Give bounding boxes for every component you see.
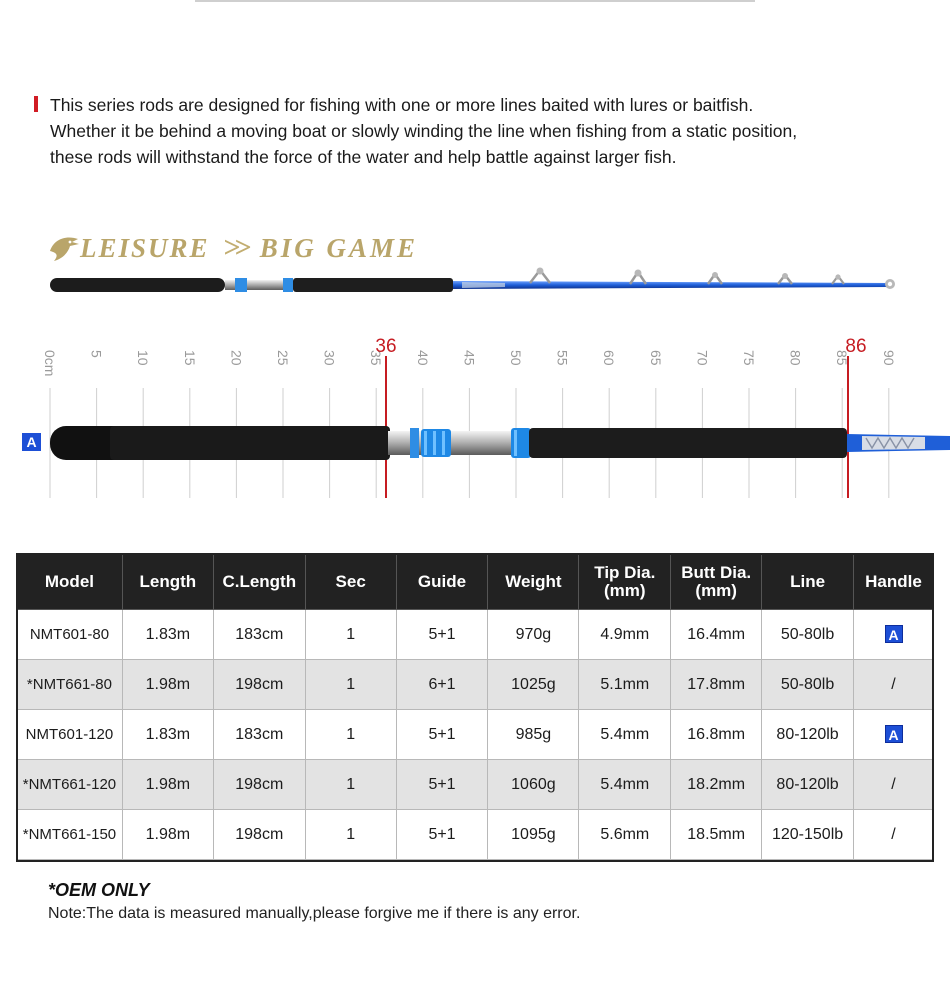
ruler-tick-label: 10	[135, 350, 152, 366]
header-tip-dia-line1: Tip Dia.	[594, 562, 656, 582]
cell-line: 50-80lb	[762, 660, 854, 710]
table-row	[17, 810, 934, 860]
cell-guide: 5+1	[396, 710, 488, 760]
cell-tip: 5.4mm	[579, 760, 671, 810]
cell-guide: 6+1	[396, 660, 488, 710]
cell-butt: 16.4mm	[671, 610, 762, 660]
cell-line: 80-120lb	[762, 710, 854, 760]
header-butt-dia	[671, 554, 762, 610]
eagle-logo-icon	[48, 231, 82, 265]
header-butt-dia-line2: (mm)	[695, 580, 737, 600]
ruler-tick-label: 30	[321, 350, 338, 366]
cell-guide: 5+1	[396, 610, 488, 660]
ruler-tick-label: 15	[181, 350, 198, 366]
cell-line: 120-150lb	[762, 810, 854, 860]
header-sec: Sec	[305, 554, 396, 610]
header-tip-dia	[579, 554, 671, 610]
spec-table	[16, 553, 934, 860]
header-c-length: C.Length	[213, 554, 305, 610]
ruler-tick-label: 65	[647, 350, 664, 366]
intro-line-3: these rods will withstand the force of the water and help battle against larger fish.	[50, 147, 677, 167]
length-ruler	[0, 330, 950, 510]
cell-clength: 198cm	[213, 760, 305, 810]
cell-model: *NMT661-120	[17, 760, 123, 810]
cell-tip: 5.1mm	[579, 660, 671, 710]
cell-tip: 5.4mm	[579, 710, 671, 760]
brand-leisure: LEISURE	[80, 232, 210, 263]
cell-length: 1.83m	[122, 610, 213, 660]
ruler-tick-label: 85	[834, 350, 851, 366]
cell-sec: 1	[305, 710, 396, 760]
cell-weight: 1060g	[488, 760, 579, 810]
intro-line-1: This series rods are designed for fishing with one or more lines baited with lures or baitfish.	[50, 95, 754, 115]
ruler-tick-label: 35	[368, 350, 385, 366]
table-row	[17, 710, 934, 760]
header-tip-dia-line2: (mm)	[604, 580, 646, 600]
header-weight: Weight	[488, 554, 579, 610]
ruler-tick-label: 90	[880, 350, 897, 366]
cell-weight: 1025g	[488, 660, 579, 710]
cell-weight: 970g	[488, 610, 579, 660]
ruler-tick-label: 25	[275, 350, 291, 366]
cell-clength: 183cm	[213, 710, 305, 760]
ruler-tick-label: 50	[508, 350, 524, 366]
intro-line-2: Whether it be behind a moving boat or slowly winding the line when fishing from a static position,	[50, 121, 798, 141]
cell-weight: 985g	[488, 710, 579, 760]
cell-tip: 5.6mm	[579, 810, 671, 860]
handle-a-badge: A	[885, 625, 903, 643]
cell-guide: 5+1	[396, 760, 488, 810]
intro-accent-bar	[34, 96, 38, 112]
ruler-tick-label: 70	[694, 350, 711, 366]
cell-clength: 198cm	[213, 810, 305, 860]
ruler-tick-label: 55	[554, 350, 571, 366]
oem-only-label: *OEM ONLY	[48, 880, 150, 900]
cell-model: NMT601-80	[17, 610, 123, 660]
cell-model: *NMT661-150	[17, 810, 123, 860]
cell-handle	[854, 610, 934, 660]
ruler-tick-label: 0cm	[42, 350, 58, 377]
cell-handle: /	[854, 760, 934, 810]
cell-handle: /	[854, 660, 934, 710]
cell-line: 80-120lb	[762, 760, 854, 810]
header-length: Length	[122, 554, 213, 610]
cell-butt: 17.8mm	[671, 660, 762, 710]
cell-length: 1.98m	[122, 810, 213, 860]
header-model: Model	[17, 554, 123, 610]
ruler-tick-label: 45	[461, 350, 478, 366]
cell-model: *NMT661-80	[17, 660, 123, 710]
table-row	[17, 760, 934, 810]
brand-arrows: >>	[223, 231, 246, 264]
rod-handle-closeup	[50, 426, 950, 460]
cell-sec: 1	[305, 660, 396, 710]
cell-butt: 18.2mm	[671, 760, 762, 810]
cell-length: 1.98m	[122, 760, 213, 810]
ruler-tick-label: 40	[414, 350, 431, 366]
table-row	[17, 610, 934, 660]
intro-text	[50, 92, 930, 170]
cell-handle	[854, 710, 934, 760]
cell-weight: 1095g	[488, 810, 579, 860]
cell-model: NMT601-120	[17, 710, 123, 760]
handle-type-a-badge: A	[22, 433, 41, 451]
cell-handle: /	[854, 810, 934, 860]
cell-line: 50-80lb	[762, 610, 854, 660]
cell-guide: 5+1	[396, 810, 488, 860]
header-butt-dia-line1: Butt Dia.	[681, 562, 752, 582]
measurement-note: Note:The data is measured manually,please forgive me if there is any error.	[48, 905, 581, 922]
handle-a-badge: A	[885, 725, 903, 743]
cell-clength: 183cm	[213, 610, 305, 660]
ruler-tick-label: 60	[601, 350, 618, 366]
table-row	[17, 660, 934, 710]
cell-sec: 1	[305, 610, 396, 660]
header-handle: Handle	[854, 554, 934, 610]
cell-length: 1.83m	[122, 710, 213, 760]
header-line: Line	[762, 554, 854, 610]
cell-length: 1.98m	[122, 660, 213, 710]
ruler-tick-label: 80	[787, 350, 804, 366]
cell-tip: 4.9mm	[579, 610, 671, 660]
header-guide: Guide	[396, 554, 488, 610]
top-divider	[195, 0, 755, 2]
cell-butt: 16.8mm	[671, 710, 762, 760]
marker-36-label: 36	[375, 336, 397, 357]
cell-sec: 1	[305, 760, 396, 810]
cell-butt: 18.5mm	[671, 810, 762, 860]
ruler-tick-labels	[42, 350, 897, 376]
marker-86-label: 86	[845, 336, 867, 357]
brand-series-name: BIG GAME	[259, 232, 419, 263]
spec-table-header	[17, 554, 934, 610]
ruler-tick-label: 5	[88, 350, 105, 358]
ruler-tick-label: 75	[741, 350, 757, 366]
rod-overview-image	[0, 262, 950, 302]
cell-clength: 198cm	[213, 660, 305, 710]
cell-sec: 1	[305, 810, 396, 860]
ruler-tick-label: 20	[228, 350, 245, 366]
